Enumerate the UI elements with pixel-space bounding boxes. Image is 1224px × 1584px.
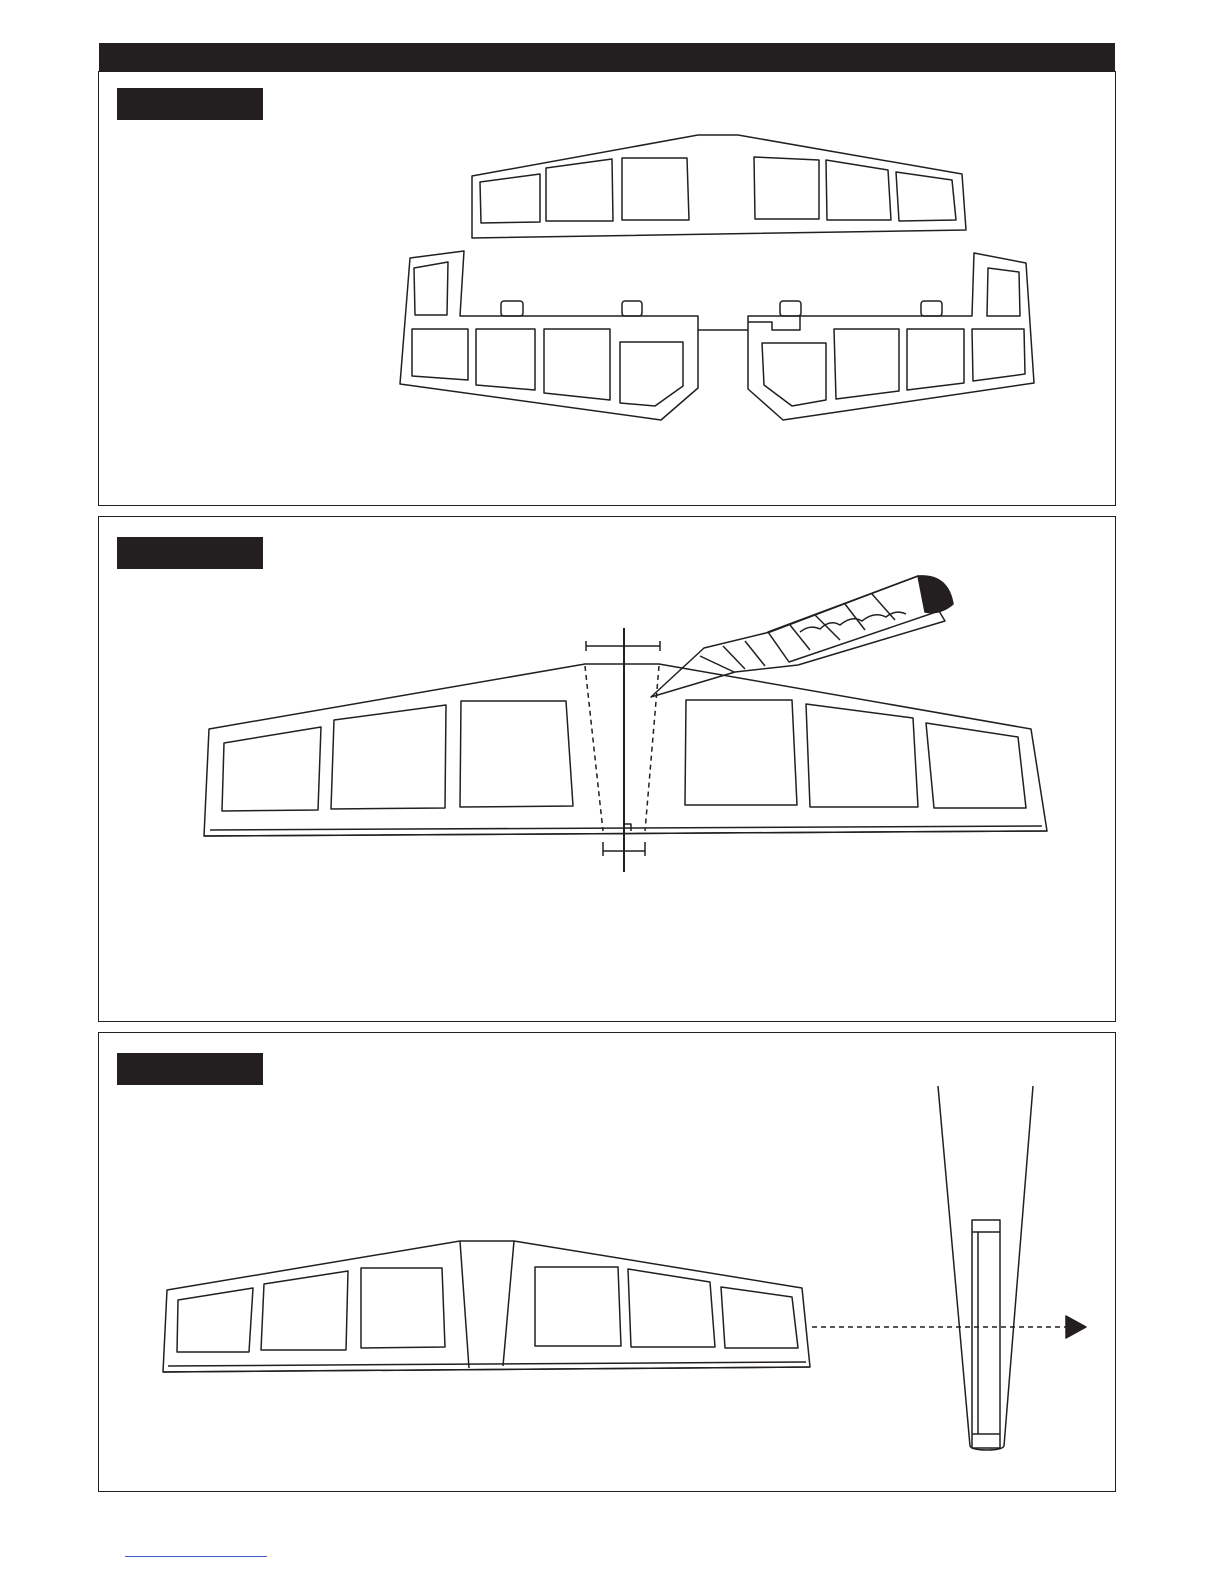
side-view-section — [938, 1086, 1033, 1450]
section-arrow — [812, 1316, 1086, 1338]
elevator-right-part — [698, 253, 1034, 420]
hobby-knife-illustration — [651, 576, 953, 697]
footer-link[interactable] — [125, 1556, 267, 1557]
stabilizer-with-cut-lines — [204, 664, 1047, 836]
horizontal-stabilizer-part — [472, 135, 966, 238]
elevator-left-part — [400, 251, 698, 420]
assembled-stabilizer — [163, 1241, 810, 1372]
